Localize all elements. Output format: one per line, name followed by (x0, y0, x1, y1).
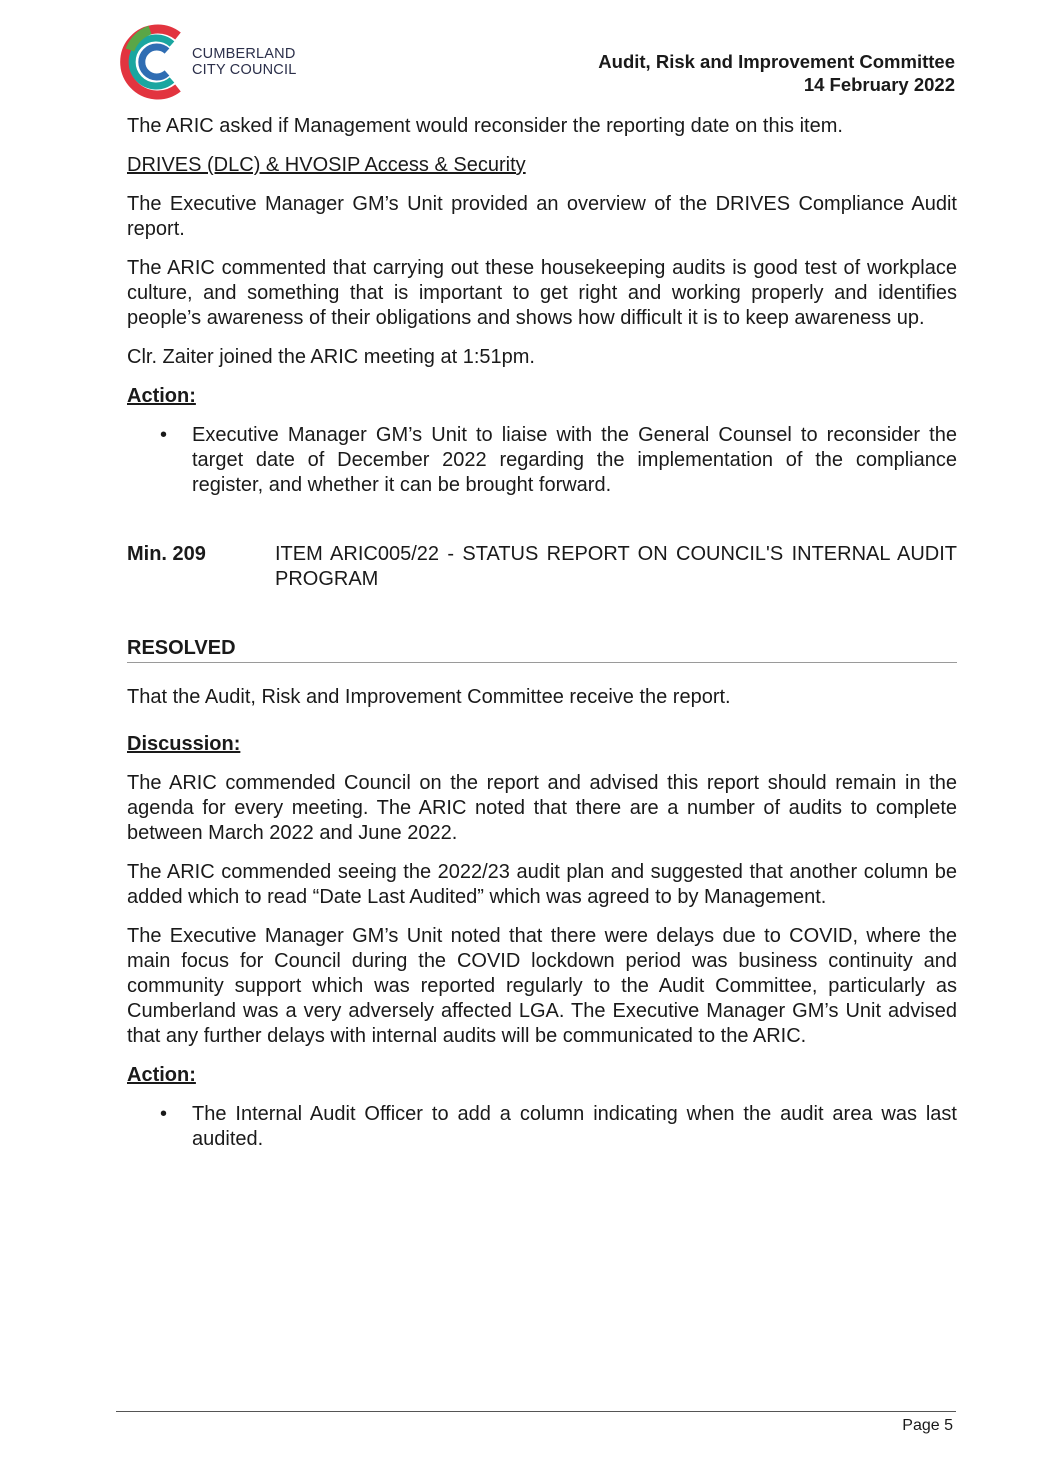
action-list (127, 423, 957, 498)
action-heading: Action: (127, 1064, 196, 1086)
action-item (127, 1102, 957, 1152)
paragraph: The ARIC commended seeing the 2022/23 audit plan and suggested that another column be added which to read “Date Last Audited” which was agreed to by Management. (127, 861, 957, 908)
footer-divider (116, 1411, 956, 1412)
paragraph: Clr. Zaiter joined the ARIC meeting at 1:51pm. (127, 346, 535, 368)
resolution-text: That the Audit, Risk and Improvement Committee receive the report. (127, 686, 731, 708)
action-item-text: Executive Manager GM’s Unit to liaise with the General Counsel to reconsider the target date of December 2022 regarding the implementation of the compliance register, and whether it can be brought forward. (192, 424, 957, 496)
resolved-heading: RESOLVED (127, 636, 957, 663)
council-logo (120, 20, 320, 104)
logo-line-1: CUMBERLAND (192, 46, 296, 62)
meeting-date: 14 February 2022 (803, 74, 955, 95)
page-number: Page 5 (902, 1417, 953, 1434)
minute-item (127, 542, 957, 592)
paragraph: The ARIC commented that carrying out these housekeeping audits is good test of workplace culture, and something that is important to get right and working properly and identifies people’s awareness of their obligations and shows how difficult it is to keep awareness up. (127, 257, 957, 329)
bullet-icon: • (160, 1103, 168, 1125)
minute-number: Min. 209 (127, 543, 206, 565)
minute-title: ITEM ARIC005/22 - STATUS REPORT ON COUNCIL'S INTERNAL AUDIT PROGRAM (275, 543, 957, 590)
logo-wordmark (192, 46, 296, 78)
committee-name: Audit, Risk and Improvement Committee (598, 51, 955, 72)
paragraph: The ARIC asked if Management would reconsider the reporting date on this item. (127, 115, 843, 137)
bullet-icon: • (160, 424, 168, 446)
paragraph: The Executive Manager GM’s Unit noted that there were delays due to COVID, where the main focus for Council during the COVID lockdown period was business continuity and community support which was reported regularly to the Audit Committee, particularly as Cumberland was a very adversely affected LGA. The Executive Manager GM’s Unit advised that any further delays with internal audits will be communicated to the ARIC. (127, 925, 957, 1047)
discussion-heading: Discussion: (127, 733, 241, 755)
action-heading: Action: (127, 385, 196, 407)
subheading: DRIVES (DLC) & HVOSIP Access & Security (127, 154, 526, 176)
paragraph: The Executive Manager GM’s Unit provided an overview of the DRIVES Compliance Audit report. (127, 193, 957, 240)
action-item-text: The Internal Audit Officer to add a column indicating when the audit area was last audited. (192, 1103, 957, 1150)
page-header (598, 50, 955, 96)
cumberland-c-icon (120, 20, 190, 104)
paragraph: The ARIC commended Council on the report and advised this report should remain in the agenda for every meeting. The ARIC noted that there are a number of audits to complete between March 2022 and June 2022. (127, 772, 957, 844)
document-body (127, 114, 957, 1166)
action-list (127, 1102, 957, 1152)
logo-line-2: CITY COUNCIL (192, 62, 297, 78)
action-item (127, 423, 957, 498)
